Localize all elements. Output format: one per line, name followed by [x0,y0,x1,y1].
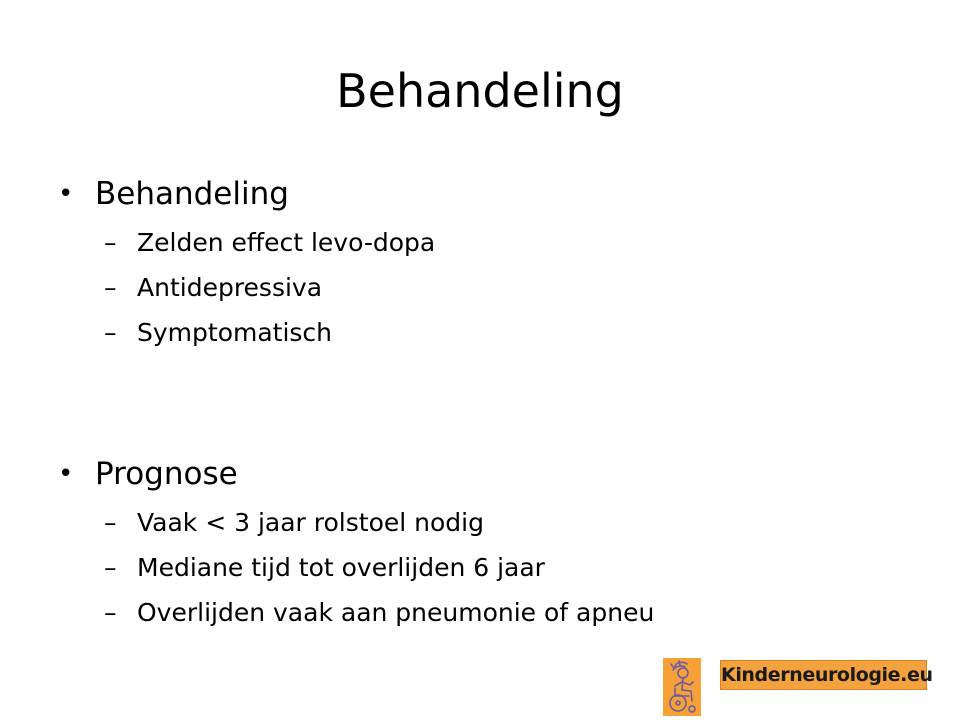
sub-item-dash: – [104,228,117,257]
sub-item-dash: – [104,273,117,302]
kinderneurologie-logo [663,658,933,716]
sub-item-text: Vaak < 3 jaar rolstoel nodig [137,508,484,537]
sub-item-dash: – [104,508,117,537]
child-wheelchair-icon [663,658,701,716]
bullet-marker: • [58,459,74,489]
sub-item-dash: – [104,598,117,627]
bullet-heading: Prognose [95,456,238,492]
bullet-heading: Behandeling [95,176,289,212]
slide-title: Behandeling [336,64,624,118]
logo-text-box [720,660,933,690]
bullet-marker: • [58,179,74,209]
sub-item-dash: – [104,318,117,347]
logo-text: Kinderneurologie.eu [721,664,933,686]
sub-item-text: Antidepressiva [137,273,323,302]
sub-item-text: Zelden effect levo-dopa [137,228,436,257]
sub-item-text: Symptomatisch [137,318,333,347]
sub-item-dash: – [104,553,117,582]
sub-item-text: Overlijden vaak aan pneumonie of apneu [137,598,655,627]
sub-item-text: Mediane tijd tot overlijden 6 jaar [137,553,545,582]
